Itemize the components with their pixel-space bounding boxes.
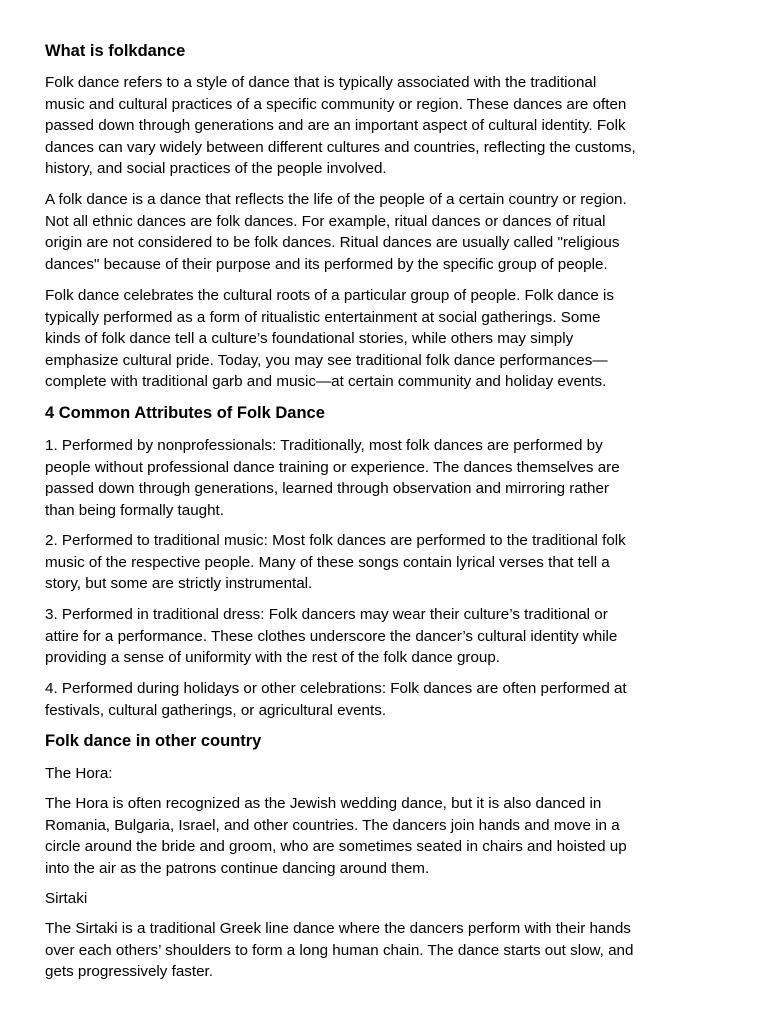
paragraph-reflects-life — [45, 189, 627, 275]
text-line: into the air as the patrons continue dancing around them. — [45, 859, 430, 877]
section-heading-other-countries: Folk dance in other country — [45, 732, 262, 750]
text-line: than being formally taught. — [45, 501, 224, 519]
text-line: music of the respective people. Many of these songs contain lyrical verses that tell a — [45, 553, 610, 571]
text-line: circle around the bride and groom, who are sometimes seated in chairs and hoisted up — [45, 838, 627, 856]
text-line: providing a sense of uniformity with the rest of the folk dance group. — [45, 649, 501, 667]
paragraph-folk-dance-definition — [45, 72, 636, 180]
text-line: people without professional dance training or experience. The dances themselves are — [45, 458, 620, 476]
text-line: The Sirtaki is a traditional Greek line dance where the dancers perform with their hands — [45, 920, 631, 937]
text-line: passed down through generations and are an important aspect of cultural identity. Folk — [45, 117, 626, 135]
text-line: passed down through generations, learned through observation and mirroring rather — [45, 480, 609, 498]
paragraph-attribute-3 — [45, 604, 617, 669]
text-line: history, and social practices of the people involved. — [45, 160, 387, 178]
text-line: Folk dance celebrates the cultural roots of a particular group of people. Folk dance is — [45, 287, 615, 304]
text-line: 3. Performed in traditional dress: Folk dancers may wear their culture’s traditional or — [45, 606, 608, 623]
text-line: festivals, cultural gatherings, or agricultural events. — [45, 701, 387, 719]
text-line: kinds of folk dance tell a culture’s foundational stories, while others may simply — [45, 330, 574, 348]
paragraph-sirtaki-description — [45, 918, 633, 983]
text-line: 1. Performed by nonprofessionals: Traditionally, most folk dances are performed by — [45, 437, 603, 454]
paragraph-attribute-1 — [45, 435, 620, 521]
text-line: Sirtaki — [45, 890, 88, 907]
text-line: complete with traditional garb and music—at certain community and holiday events. — [45, 373, 607, 391]
text-line: gets progressively faster. — [45, 963, 213, 981]
text-line: Not all ethnic dances are folk dances. For example, ritual dances or dances of ritual — [45, 212, 606, 230]
text-line: attire for a performance. These clothes underscore the dancer’s cultural identity while — [45, 627, 618, 645]
paragraph-hora-title — [45, 763, 113, 785]
paragraph-sirtaki-title — [45, 888, 87, 910]
text-line: typically performed as a form of ritualistic entertainment at social gatherings. Some — [45, 308, 601, 326]
text-line: The Hora: — [45, 765, 113, 782]
text-line: Romania, Bulgaria, Israel, and other countries. The dancers join hands and move in a — [45, 816, 620, 834]
text-line: music and cultural practices of a specific community or region. These dances are often — [45, 95, 627, 113]
section-heading-common-attributes: 4 Common Attributes of Folk Dance — [45, 404, 325, 422]
text-line: Folk dance refers to a style of dance that is typically associated with the traditional — [45, 74, 597, 91]
text-line: The Hora is often recognized as the Jewish wedding dance, but it is also danced in — [45, 795, 602, 812]
text-line: dances can vary widely between different cultures and countries, reflecting the customs, — [45, 138, 636, 156]
text-line: emphasize cultural pride. Today, you may see traditional folk dance performances— — [45, 351, 608, 369]
paragraph-hora-description — [45, 793, 627, 879]
paragraph-attribute-2 — [45, 530, 626, 595]
text-line: origin are not considered to be folk dances. Ritual dances are usually called "religious — [45, 234, 620, 252]
text-line: 2. Performed to traditional music: Most folk dances are performed to the traditional folk — [45, 532, 626, 549]
paragraph-attribute-4 — [45, 678, 627, 721]
text-line: story, but some are strictly instrumental. — [45, 575, 313, 593]
text-line: 4. Performed during holidays or other celebrations: Folk dances are often performed at — [45, 680, 627, 697]
paragraph-cultural-roots — [45, 285, 614, 393]
text-line: A folk dance is a dance that reflects the life of the people of a certain country or region. — [45, 191, 627, 208]
text-line: dances" because of their purpose and its performed by the specific group of people. — [45, 255, 608, 273]
text-line: over each others’ shoulders to form a long human chain. The dance starts out slow, and — [45, 941, 634, 959]
section-heading-what-is-folkdance: What is folkdance — [45, 42, 186, 60]
